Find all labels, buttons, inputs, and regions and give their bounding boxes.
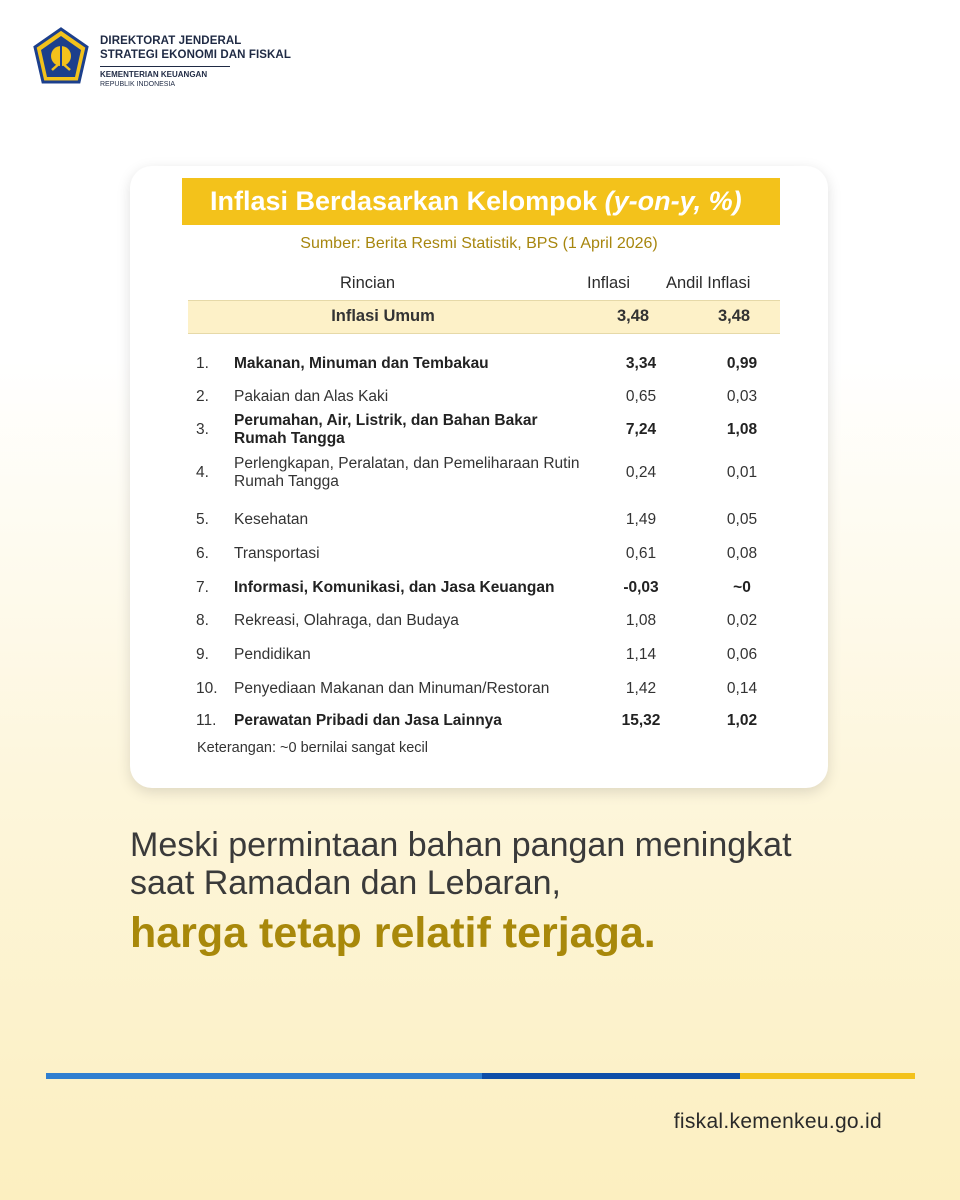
general-inflation-value: 3,48	[616, 306, 650, 325]
row-inflation-share: 1,02	[726, 712, 758, 729]
table-row	[188, 572, 780, 604]
org-line2: STRATEGI EKONOMI DAN FISKAL	[100, 49, 291, 61]
website-url[interactable]: fiskal.kemenkeu.go.id	[673, 1110, 882, 1133]
row-inflation-share: 0,14	[726, 680, 758, 697]
row-inflation-share: 0,03	[726, 388, 758, 405]
row-category: Kesehatan	[234, 511, 309, 528]
table-row	[188, 705, 780, 737]
headline-emphasis: harga tetap relatif terjaga.	[130, 909, 656, 957]
column-header-rincian: Rincian	[340, 274, 396, 292]
row-category: Pakaian dan Alas Kaki	[234, 388, 389, 405]
row-number: 9.	[196, 646, 209, 663]
row-category: Informasi, Komunikasi, dan Jasa Keuangan	[234, 579, 555, 596]
row-inflation-share: 0,99	[726, 355, 758, 372]
table-title	[182, 178, 780, 225]
column-header-andil: Andil Inflasi	[666, 274, 751, 292]
row-number: 3.	[196, 421, 209, 438]
row-number: 4.	[196, 464, 209, 481]
row-inflation-value: 1,49	[625, 511, 657, 528]
inflation-table-card	[130, 166, 828, 788]
table-row	[188, 504, 780, 536]
general-inflation-row	[188, 300, 780, 332]
row-inflation-share: ~0	[733, 579, 751, 596]
table-row	[188, 605, 780, 637]
row-inflation-share: 0,02	[726, 612, 758, 629]
row-number: 2.	[196, 388, 209, 405]
general-inflation-label: Inflasi Umum	[331, 306, 435, 325]
table-row	[188, 639, 780, 671]
table-row	[188, 405, 780, 455]
row-inflation-value: 1,14	[625, 646, 657, 663]
org-line1: DIREKTORAT JENDERAL	[100, 35, 242, 47]
row-category: Transportasi	[234, 545, 320, 562]
row-inflation-value: 1,08	[625, 612, 657, 629]
header	[30, 26, 291, 89]
column-header-inflasi: Inflasi	[587, 274, 631, 292]
footer-stripe-yellow	[740, 1073, 915, 1079]
row-number: 11.	[196, 712, 217, 729]
row-inflation-share: 0,06	[726, 646, 758, 663]
table-row	[188, 451, 780, 495]
row-category: Rekreasi, Olahraga, dan Budaya	[234, 612, 459, 629]
row-inflation-share: 0,05	[726, 511, 758, 528]
row-inflation-value: 3,34	[625, 355, 657, 372]
table-row	[188, 538, 780, 570]
row-category: Makanan, Minuman dan Tembakau	[234, 355, 489, 372]
row-inflation-share: 1,08	[726, 421, 758, 438]
general-inflation-share: 3,48	[717, 306, 751, 325]
row-inflation-value: 0,65	[625, 388, 657, 405]
row-category: Perlengkapan, Peralatan, dan Pemeliharaan Rutin Rumah Tangga	[234, 455, 580, 490]
row-inflation-value: 15,32	[621, 712, 661, 729]
table-row	[188, 673, 780, 705]
source-note: Sumber: Berita Resmi Statistik, BPS (1 April 2026)	[300, 235, 658, 252]
org-divider	[100, 66, 230, 67]
org-name	[100, 34, 291, 89]
table-footnote: Keterangan: ~0 bernilai sangat kecil	[197, 740, 428, 756]
kemenkeu-emblem-icon	[30, 26, 92, 88]
row-inflation-share: 0,08	[726, 545, 758, 562]
title-italic: (y-on-y, %)	[604, 186, 742, 216]
row-inflation-value: 0,24	[625, 464, 657, 481]
country-name: REPUBLIK INDONESIA	[100, 81, 176, 88]
row-inflation-value: -0,03	[623, 579, 659, 596]
row-number: 6.	[196, 545, 209, 562]
row-inflation-value: 1,42	[625, 680, 657, 697]
ministry-name: KEMENTERIAN KEUANGAN	[100, 70, 208, 79]
title-main: Inflasi Berdasarkan Kelompok	[210, 186, 605, 216]
row-category: Perumahan, Air, Listrik, dan Bahan Bakar Rumah Tangga	[234, 412, 538, 447]
row-category: Pendidikan	[234, 646, 311, 663]
row-number: 1.	[196, 355, 209, 372]
row-inflation-share: 0,01	[726, 464, 758, 481]
row-category: Penyediaan Makanan dan Minuman/Restoran	[234, 680, 550, 697]
row-inflation-value: 0,61	[625, 545, 657, 562]
table-row	[188, 348, 780, 380]
row-number: 7.	[196, 579, 209, 596]
row-inflation-value: 7,24	[625, 421, 657, 438]
headline	[130, 826, 792, 958]
footer-stripe-light-blue	[46, 1073, 482, 1079]
row-number: 8.	[196, 612, 209, 629]
row-number: 5.	[196, 511, 209, 528]
row-number: 10.	[196, 680, 218, 697]
footer-stripe-dark-blue	[482, 1073, 740, 1079]
headline-line2: saat Ramadan dan Lebaran,	[130, 864, 561, 902]
headline-line1: Meski permintaan bahan pangan meningkat	[130, 826, 792, 864]
row-category: Perawatan Pribadi dan Jasa Lainnya	[234, 712, 502, 729]
